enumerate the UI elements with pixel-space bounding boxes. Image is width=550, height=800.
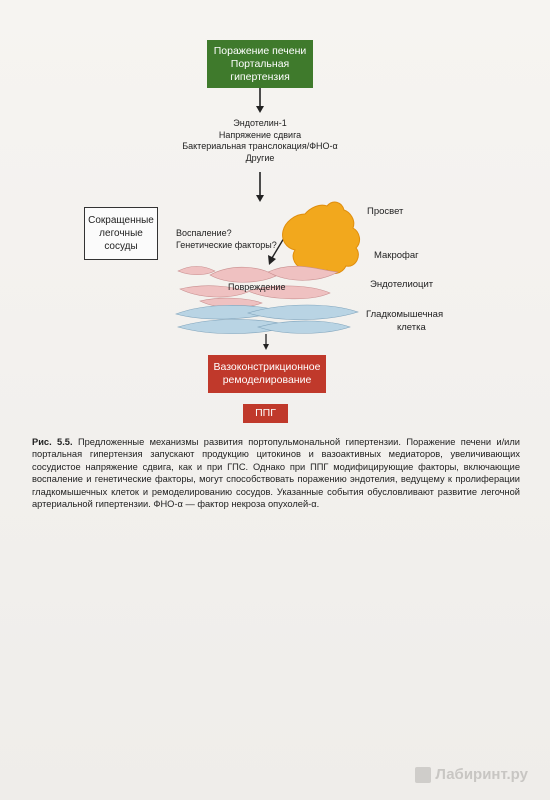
watermark-text: Лабиринт.ру — [435, 766, 528, 783]
mediator-other: Другие — [245, 152, 275, 163]
mediators-list — [170, 118, 350, 164]
top-box-line1: Поражение печени — [213, 44, 307, 57]
remodel-line2: ремоделирование — [222, 374, 312, 386]
figure-caption — [32, 436, 520, 510]
label-endothelial-cell: Эндотелиоцит — [370, 279, 434, 290]
mediator-endothelin: Эндотелин-1 — [233, 118, 287, 128]
ppg-box — [243, 404, 288, 423]
watermark — [415, 766, 528, 783]
left-box-line3: сосуды — [104, 241, 138, 252]
label-smooth-muscle-line2: клетка — [397, 322, 426, 333]
arrow-vessel-to-remodel — [263, 334, 269, 350]
constricted-vessels-box — [84, 207, 158, 260]
ppg-label: ППГ — [255, 407, 276, 419]
label-genetic-factors: Генетические факторы? — [176, 240, 277, 250]
remodel-line1: Вазоконстрикционное — [213, 361, 321, 373]
label-damage: Повреждение — [228, 282, 286, 292]
arrow-mediators-to-vessel — [256, 172, 264, 202]
top-box-line2: Портальная — [230, 57, 290, 70]
mediator-bacterial-translocation: Бактериальная транслокация/ФНО-α — [182, 141, 338, 151]
remodeling-box — [208, 355, 326, 393]
caption-text: Предложенные механизмы развития портопульмональной гипертензии. Поражение печени и/или портальная гипертензия запускают продукцию цитокинов и вазоактивных медиаторов, увеличивающих сосудистое напряжение сдвига, как и при ГПС. Однако при ППГ модифицирующие факторы, включающие воспаление и генетические факторы, могут способствовать поражению эндотелия, ведущему к пролиферации гладкомышечных клеток и ремоделированию сосудов. Указанные события обусловливают развитие легочной артериальной гипертензии. ФНО-α — фактор некроза опухолей-α. — [32, 437, 520, 510]
macrophage-shape — [283, 202, 360, 276]
label-inflammation: Воспаление? — [176, 228, 232, 238]
mediator-shear-stress: Напряжение сдвига — [218, 129, 302, 140]
labirint-logo-icon — [415, 767, 431, 783]
left-box-line2: легочные — [99, 228, 143, 239]
top-box-line3: гипертензия — [230, 70, 290, 83]
label-lumen: Просвет — [367, 206, 404, 217]
smooth-muscle-cells — [176, 305, 358, 334]
label-macrophage: Макрофаг — [374, 250, 419, 261]
label-smooth-muscle-line1: Гладкомышечная — [366, 309, 444, 320]
left-box-line1: Сокращенные — [88, 215, 154, 226]
liver-damage-box — [207, 40, 313, 88]
figure-number: Рис. 5.5. — [32, 437, 73, 447]
arrow-top-to-mediators — [256, 88, 264, 113]
